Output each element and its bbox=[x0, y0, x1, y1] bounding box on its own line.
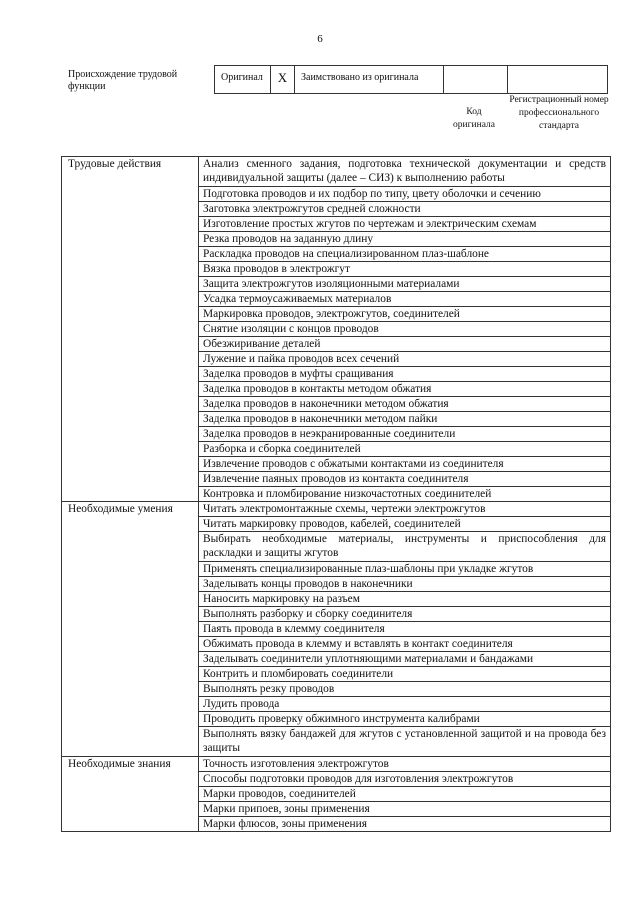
original-cell: Оригинал bbox=[215, 66, 271, 93]
section-title: Необходимые знания bbox=[62, 757, 199, 832]
origin-label: Происхождение трудовой функции bbox=[68, 69, 178, 92]
reg-number-cell bbox=[508, 66, 607, 93]
section-item: Читать электромонтажные схемы, чертежи электрожгутов bbox=[199, 502, 611, 517]
code-cell bbox=[444, 66, 508, 93]
table-row bbox=[62, 757, 611, 772]
section-item: Заделка проводов в неэкранированные соединители bbox=[199, 427, 611, 442]
section-item: Наносить маркировку на разъем bbox=[199, 592, 611, 607]
section-item: Маркировка проводов, электрожгутов, соединителей bbox=[199, 307, 611, 322]
registration-number-label: Регистрационный номер профессионального стандарта bbox=[509, 95, 609, 131]
section-item: Применять специализированные плаз-шаблоны при укладке жгутов bbox=[199, 562, 611, 577]
section-item: Паять провода в клемму соединителя bbox=[199, 622, 611, 637]
section-item: Извлечение проводов с обжатыми контактами из соединителя bbox=[199, 457, 611, 472]
section-item: Контровка и пломбирование низкочастотных соединителей bbox=[199, 487, 611, 502]
section-item: Лудить провода bbox=[199, 697, 611, 712]
section-item: Извлечение паяных проводов из контакта соединителя bbox=[199, 472, 611, 487]
section-item: Усадка термоусаживаемых материалов bbox=[199, 292, 611, 307]
section-item: Контрить и пломбировать соединители bbox=[199, 667, 611, 682]
section-item: Марки проводов, соединителей bbox=[199, 787, 611, 802]
section-item: Выбирать необходимые материалы, инструменты и приспособления для раскладки и защиты жгутов bbox=[199, 532, 611, 562]
section-item: Лужение и пайка проводов всех сечений bbox=[199, 352, 611, 367]
labor-function-table bbox=[61, 156, 611, 832]
section-item: Заделывать концы проводов в наконечники bbox=[199, 577, 611, 592]
section-item: Выполнять разборку и сборку соединителя bbox=[199, 607, 611, 622]
borrowed-cell: Заимствовано из оригинала bbox=[295, 66, 444, 93]
section-title: Трудовые действия bbox=[62, 157, 199, 502]
original-mark: X bbox=[271, 66, 295, 93]
code-original-label: Код оригинала bbox=[453, 107, 495, 130]
section-item: Способы подготовки проводов для изготовления электрожгутов bbox=[199, 772, 611, 787]
section-item: Заделывать соединители уплотняющими материалами и бандажами bbox=[199, 652, 611, 667]
section-item: Заделка проводов в контакты методом обжатия bbox=[199, 382, 611, 397]
section-item: Выполнять резку проводов bbox=[199, 682, 611, 697]
section-item: Защита электрожгутов изоляционными материалами bbox=[199, 277, 611, 292]
section-item: Анализ сменного задания, подготовка технической документации и средств индивидуальной защиты (далее – СИЗ) к выполнению работы bbox=[199, 157, 611, 187]
section-item: Читать маркировку проводов, кабелей, соединителей bbox=[199, 517, 611, 532]
section-item: Заделка проводов в муфты сращивания bbox=[199, 367, 611, 382]
section-item: Вязка проводов в электрожгут bbox=[199, 262, 611, 277]
section-title: Необходимые умения bbox=[62, 502, 199, 757]
section-item: Обжимать провода в клемму и вставлять в контакт соединителя bbox=[199, 637, 611, 652]
section-item: Заготовка электрожгутов средней сложности bbox=[199, 202, 611, 217]
origin-box bbox=[214, 65, 608, 94]
section-item: Подготовка проводов и их подбор по типу, цвету оболочки и сечению bbox=[199, 187, 611, 202]
section-item: Точность изготовления электрожгутов bbox=[199, 757, 611, 772]
section-item: Изготовление простых жгутов по чертежам и электрическим схемам bbox=[199, 217, 611, 232]
section-item: Заделка проводов в наконечники методом обжатия bbox=[199, 397, 611, 412]
page-number: 6 bbox=[317, 33, 323, 45]
section-item: Снятие изоляции с концов проводов bbox=[199, 322, 611, 337]
table-row bbox=[62, 157, 611, 187]
section-item: Разборка и сборка соединителей bbox=[199, 442, 611, 457]
section-item: Раскладка проводов на специализированном плаз-шаблоне bbox=[199, 247, 611, 262]
section-item: Марки флюсов, зоны применения bbox=[199, 817, 611, 832]
table-row bbox=[62, 502, 611, 517]
section-item: Марки припоев, зоны применения bbox=[199, 802, 611, 817]
section-item: Проводить проверку обжимного инструмента калибрами bbox=[199, 712, 611, 727]
section-item: Резка проводов на заданную длину bbox=[199, 232, 611, 247]
section-item: Заделка проводов в наконечники методом пайки bbox=[199, 412, 611, 427]
section-item: Выполнять вязку бандажей для жгутов с установленной защитой и на провода без защиты bbox=[199, 727, 611, 757]
section-item: Обезжиривание деталей bbox=[199, 337, 611, 352]
